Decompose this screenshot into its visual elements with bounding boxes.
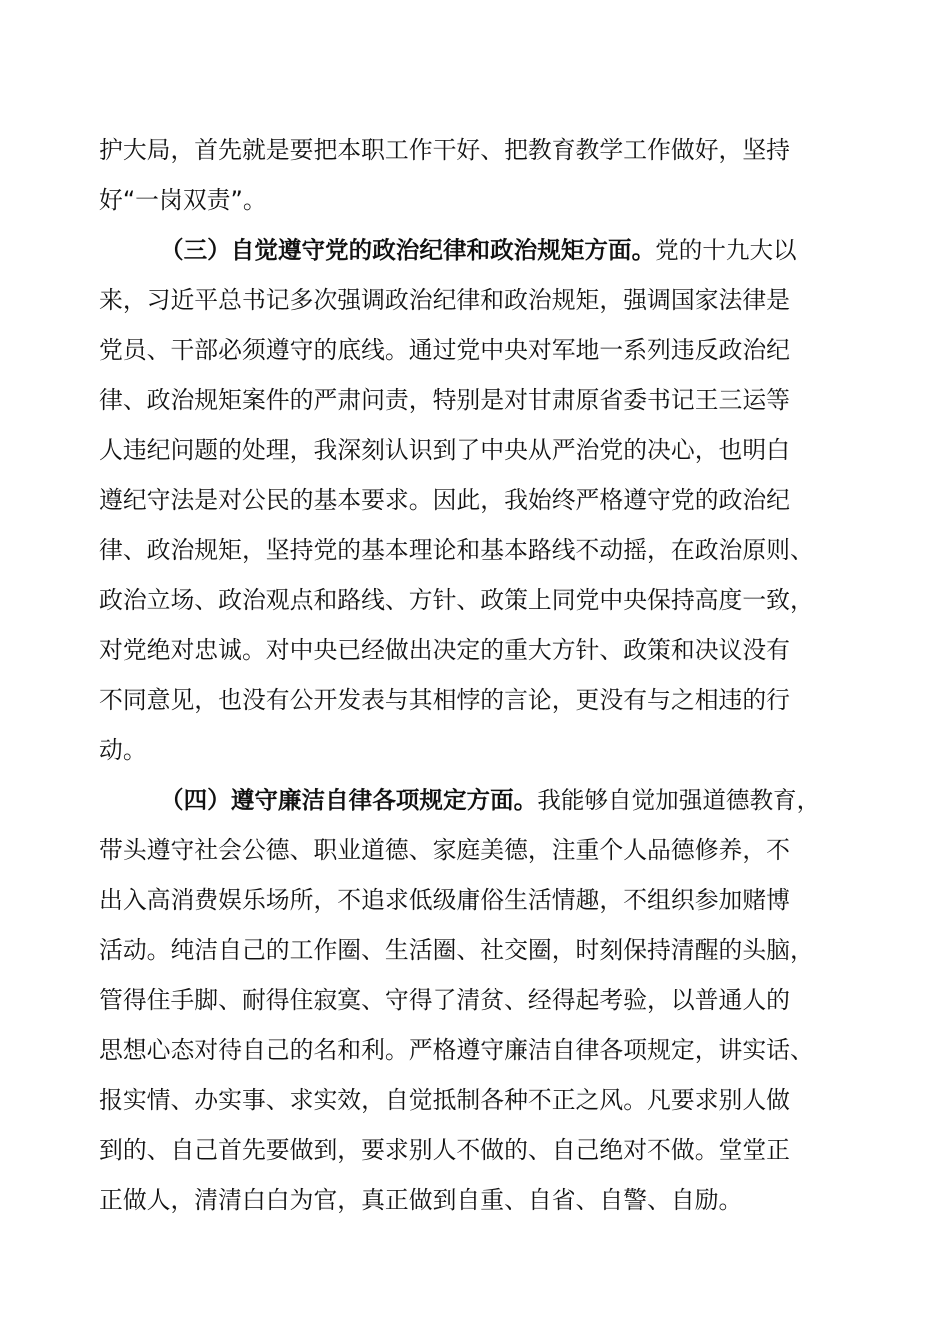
text-line (99, 980, 950, 1020)
line-text: 动。 (99, 736, 147, 764)
line-text: 政治立场、政治观点和路线、方针、政策上同党中央保持高度一致， (99, 586, 814, 614)
section-heading-line (160, 780, 950, 820)
line-text: 遵纪守法是对公民的基本要求。因此，我始终严格遵守党的政治纪 (99, 486, 791, 514)
text-line (99, 330, 950, 370)
line-text: 出入高消费娱乐场所，不追求低级庸俗生活情趣，不组织参加赌博 (99, 886, 791, 914)
line-text: 带头遵守社会公德、职业道德、家庭美德，注重个人品德修养，不 (99, 836, 791, 864)
text-line (99, 180, 950, 220)
line-text: 党员、干部必须遵守的底线。通过党中央对军地一系列违反政治纪 (99, 336, 791, 364)
line-text: 正做人，清清白白为官，真正做到自重、自省、自警、自励。 (99, 1186, 743, 1214)
text-line (99, 480, 950, 520)
text-line (99, 1030, 950, 1070)
text-line (99, 730, 950, 770)
line-text: 好“一岗双责”。 (99, 186, 267, 214)
section-heading-line (160, 230, 950, 270)
text-line (99, 1080, 950, 1120)
text-line (99, 380, 950, 420)
line-text: 党的十九大以 (655, 236, 797, 264)
line-text: 护大局，首先就是要把本职工作干好、把教育教学工作做好，坚持 (99, 136, 791, 164)
line-text: 思想心态对待自己的名和利。严格遵守廉洁自律各项规定，讲实话、 (99, 1036, 814, 1064)
text-line (99, 1180, 950, 1220)
line-text: 我能够自觉加强道德教育， (537, 786, 821, 814)
text-line (99, 130, 950, 170)
line-text: 报实情、办实事、求实效，自觉抵制各种不正之风。凡要求别人做 (99, 1086, 791, 1114)
section-heading: （三）自觉遵守党的政治纪律和政治规矩方面。 (160, 236, 656, 264)
text-line (99, 530, 950, 570)
line-text: 来，习近平总书记多次强调政治纪律和政治规矩，强调国家法律是 (99, 286, 791, 314)
line-text: 律、政治规矩，坚持党的基本理论和基本路线不动摇，在政治原则、 (99, 536, 814, 564)
line-text: 不同意见，也没有公开发表与其相悖的言论，更没有与之相违的行 (99, 686, 791, 714)
text-line (99, 880, 950, 920)
text-line (99, 680, 950, 720)
text-line (99, 930, 950, 970)
text-line (99, 580, 950, 620)
line-text: 管得住手脚、耐得住寂寞、守得了清贫、经得起考验，以普通人的 (99, 986, 791, 1014)
section-heading: （四）遵守廉洁自律各项规定方面。 (160, 786, 538, 814)
text-line (99, 430, 950, 470)
line-text: 人违纪问题的处理，我深刻认识到了中央从严治党的决心，也明白 (99, 436, 791, 464)
text-line (99, 1130, 950, 1170)
text-line (99, 830, 950, 870)
line-text: 对党绝对忠诚。对中央已经做出决定的重大方针、政策和决议没有 (99, 636, 791, 664)
text-line (99, 630, 950, 670)
line-text: 律、政治规矩案件的严肃问责，特别是对甘肃原省委书记王三运等 (99, 386, 791, 414)
text-line (99, 280, 950, 320)
line-text: 活动。纯洁自己的工作圈、生活圈、社交圈，时刻保持清醒的头脑， (99, 936, 814, 964)
line-text: 到的、自己首先要做到，要求别人不做的、自己绝对不做。堂堂正 (99, 1136, 791, 1164)
